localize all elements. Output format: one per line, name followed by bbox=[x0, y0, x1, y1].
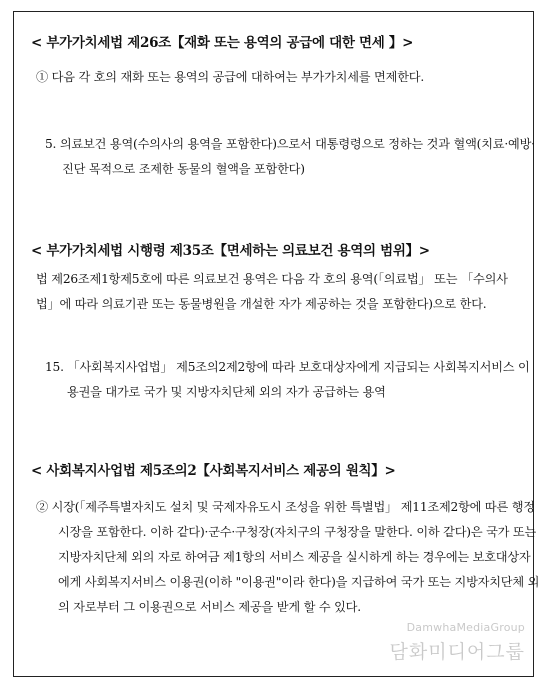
section1-paragraph-1: ① 다음 각 호의 재화 또는 용역의 공급에 대하여는 부가가치세를 면제한다. bbox=[36, 70, 425, 84]
section3-paragraph-2: ② 시장(「제주특별자치도 설치 및 국제자유도시 조성을 위한 특별법」 제11조제2항에 따른 행정시장을 포함한다. 이하 같다)·군수·구청장(자치구의 구청장을 말한다. 이하 같다)은 국가 또는 지방자치단체 외의 자로 하여금 제1항의 서비스 제공을 실시하게 하는 경우에는 보호대상자에게 사회복지서비스 이용권(이하 "이용권"이라 한다)을 지급하여 국가 또는 지방자치단체 외의 자로부터 그 이용권으로 서비스 제공을 받게 할 수 있다. bbox=[36, 500, 540, 614]
section2-heading: < 부가가치세법 시행령 제35조【면세하는 의료보건 용역의 범위】> bbox=[31, 243, 430, 259]
watermark-korean: 담화미디어그룹 bbox=[389, 641, 525, 663]
section3-heading: < 사회복지사업법 제5조의2【사회복지서비스 제공의 원칙】> bbox=[31, 463, 396, 479]
document-page bbox=[13, 11, 540, 677]
section1-item-5: 5. 의료보건 용역(수의사의 용역을 포함한다)으로서 대통령령으로 정하는 것과 혈액(치료·예방·진단 목적으로 조제한 동물의 혈액을 포함한다) bbox=[45, 137, 535, 176]
section2-intro: 법 제26조제1항제5호에 따른 의료보건 용역은 다음 각 호의 용역(「의료법」 또는 「수의사법」에 따라 의료기관 또는 동물병원을 개설한 자가 제공하는 것을 포함한다)으로 한다. bbox=[36, 272, 508, 311]
section2-item-15: 15. 「사회복지사업법」 제5조의2제2항에 따라 보호대상자에게 지급되는 사회복지서비스 이용권을 대가로 국가 및 지방자치단체 외의 자가 공급하는 용역 bbox=[45, 360, 530, 399]
section1-heading: < 부가가치세법 제26조【재화 또는 용역의 공급에 대한 면세 】> bbox=[31, 35, 414, 51]
watermark-english: DamwhaMediaGroup bbox=[406, 621, 525, 634]
